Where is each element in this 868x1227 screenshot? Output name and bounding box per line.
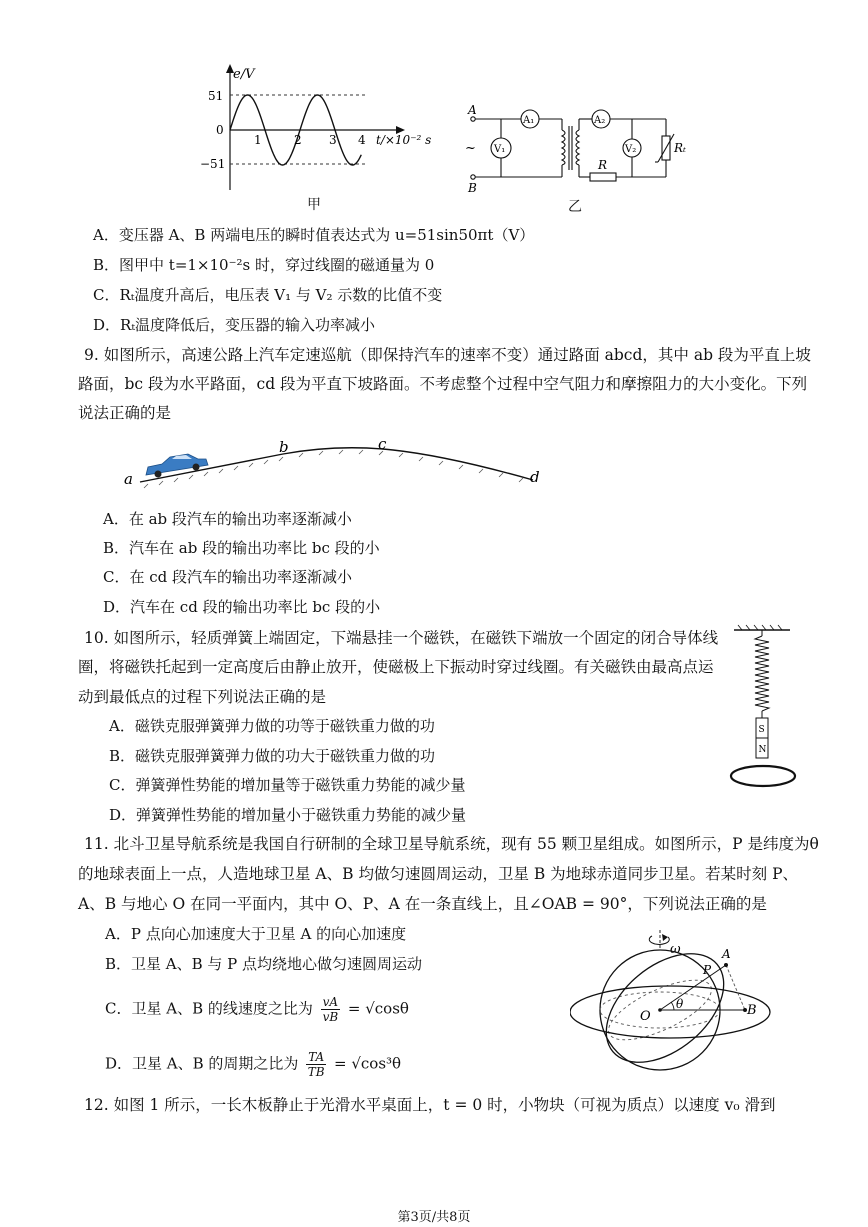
q11-option-b: B．卫星 A、B 与 P 点均绕地心做匀速圆周运动 (105, 955, 423, 973)
magnet-s-label: S (758, 725, 765, 735)
q10-option-a: A．磁铁克服弹簧弹力做的功等于磁铁重力做的功 (109, 717, 435, 735)
q8-option-c: C．Rₜ温度升高后，电压表 V₁ 与 V₂ 示数的比值不变 (93, 286, 443, 304)
point-p-label: P (703, 963, 712, 977)
x-tick-1: 1 (254, 133, 262, 147)
q11-option-c-prefix: C．卫星 A、B 的线速度之比为 (105, 999, 313, 1018)
ammeter-a2-label: A₂ (594, 115, 606, 126)
q9-stem-line-1: 9. 如图所示，高速公路上汽车定速巡航（即保持汽车的速率不变）通过路面 abcd，其中 ab 段为平直上坡 (84, 346, 811, 364)
q9-option-d: D．汽车在 cd 段的输出功率比 bc 段的小 (103, 598, 381, 616)
ac-source-symbol: ~ (465, 141, 476, 156)
q9-option-a: A．在 ab 段汽车的输出功率逐渐减小 (103, 510, 352, 528)
terminal-b-label: B (468, 181, 477, 195)
voltmeter-v1-label: V₁ (494, 144, 506, 155)
x-tick-2: 2 (294, 133, 302, 147)
q8-option-d: D．Rₜ温度降低后，变压器的输入功率减小 (93, 316, 376, 334)
q10-stem-line-1: 10. 如图所示，轻质弹簧上端固定，下端悬挂一个磁铁，在磁铁下端放一个固定的闭合导体线 (84, 629, 719, 647)
q11-option-d-rhs: = √cos³θ (334, 1054, 402, 1073)
q8-option-a: A．变压器 A、B 两端电压的瞬时值表达式为 u=51sin50πt（V） (93, 226, 535, 244)
y-axis-label: e/V (233, 67, 255, 82)
q10-option-d: D．弹簧弹性势能的增加量小于磁铁重力势能的减少量 (109, 806, 467, 824)
q10-stem-line-2: 圈，将磁铁托起到一定高度后由静止放开，使磁极上下振动时穿过线圈。有关磁铁由最高点运 (78, 658, 714, 676)
fraction-denominator: vB (322, 1010, 339, 1024)
x-axis-label: t/×10⁻² s (376, 133, 432, 147)
q11-option-c (105, 995, 409, 1024)
figure-jia-graph (195, 62, 445, 197)
omega-label: ω (670, 942, 681, 957)
satellite-b-label: B (747, 1003, 757, 1018)
q11-stem-line-2: 的地球表面上一点，人造地球卫星 A、B 均做匀速圆周运动，卫星 B 为地球赤道同步卫星。若某时刻 P、 (78, 865, 799, 883)
y-tick-neg51: −51 (200, 157, 226, 171)
q11-stem-line-3: A、B 与地心 O 在同一平面内，其中 O、P、A 在一条直线上，且∠OAB = 90°，下列说法正确的是 (78, 895, 767, 913)
y-tick-51: 51 (208, 89, 224, 103)
q9-stem-line-3: 说法正确的是 (78, 404, 172, 422)
q12-stem-line-1: 12. 如图 1 所示，一长木板静止于光滑水平桌面上，t = 0 时，小物块（可视为质点）以速度 v₀ 滑到 (84, 1096, 776, 1114)
terminal-a-label: A (468, 103, 477, 117)
satellite-a-label: A (722, 947, 731, 961)
orbit-a (586, 932, 744, 1073)
q11-option-d-fraction (306, 1050, 326, 1079)
road-label-c: c (378, 435, 387, 453)
road-label-d: d (530, 468, 540, 486)
voltmeter-v2-label: V₂ (625, 144, 637, 155)
x-tick-4: 4 (358, 133, 366, 147)
theta-label: θ (676, 997, 684, 1011)
q10-option-c: C．弹簧弹性势能的增加量等于磁铁重力势能的减少量 (109, 776, 466, 794)
center-o-label: O (640, 1009, 651, 1024)
q11-option-a: A．P 点向心加速度大于卫星 A 的向心加速度 (105, 925, 407, 943)
fraction-numerator: vA (322, 995, 339, 1009)
road-label-b: b (279, 438, 289, 456)
q9-option-c: C．在 cd 段汽车的输出功率逐渐减小 (103, 568, 353, 586)
q11-option-d-prefix: D．卫星 A、B 的周期之比为 (105, 1054, 299, 1073)
thermistor-rt-label: Rₜ (674, 141, 686, 155)
q10-stem-line-3: 动到最低点的过程下列说法正确的是 (78, 688, 327, 706)
q9-road-figure (118, 432, 558, 492)
figure-yi-circuit (460, 100, 695, 195)
q9-option-b: B．汽车在 ab 段的输出功率比 bc 段的小 (103, 539, 380, 557)
q10-spring-magnet-figure (722, 622, 800, 794)
q8-option-b: B．图甲中 t=1×10⁻²s 时，穿过线圈的磁通量为 0 (93, 256, 435, 274)
road-label-a: a (124, 470, 133, 488)
q11-satellite-figure (570, 928, 785, 1073)
q10-option-b: B．磁铁克服弹簧弹力做的功大于磁铁重力做的功 (109, 747, 436, 765)
fraction-denominator: TB (307, 1065, 325, 1079)
x-tick-3: 3 (329, 133, 337, 147)
car-icon (146, 454, 208, 478)
q11-stem-line-1: 11. 北斗卫星导航系统是我国自行研制的全球卫星导航系统，现有 55 颗卫星组成。如图所示，P 是纬度为θ (84, 835, 819, 853)
figure-yi-caption: 乙 (568, 199, 582, 215)
ammeter-a1-label: A₁ (523, 115, 535, 126)
q11-option-c-rhs: = √cosθ (347, 999, 409, 1018)
resistor-r-label: R (598, 158, 608, 172)
q11-option-c-fraction (321, 995, 340, 1024)
magnet-n-label: N (758, 745, 767, 755)
figure-jia-caption: 甲 (307, 197, 321, 213)
fraction-numerator: TA (308, 1050, 325, 1064)
q11-option-d (105, 1050, 401, 1079)
q9-stem-line-2: 路面，bc 段为水平路面，cd 段为平直下坡路面。不考虑整个过程中空气阻力和摩擦阻力的大小变化。下列 (78, 375, 808, 393)
page-footer: 第3页/共8页 (397, 1210, 471, 1225)
coil-ring (731, 766, 795, 786)
y-tick-0: 0 (216, 123, 224, 137)
